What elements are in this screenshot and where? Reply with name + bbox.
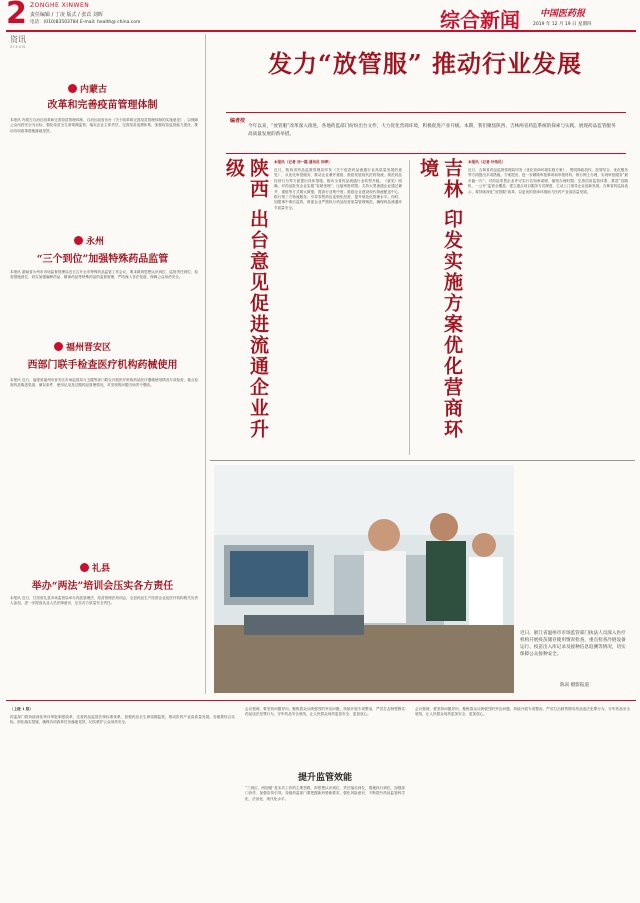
staff-line: 责任编辑 / 丁凌 版式 / 张苡 刘晖 bbox=[30, 12, 103, 18]
brief-1-place-icon bbox=[66, 82, 79, 95]
news-brief-label-text: 资讯 bbox=[10, 35, 26, 44]
article-photo-divider bbox=[210, 460, 635, 461]
brief-1-place: 内蒙古 bbox=[80, 85, 108, 95]
brief-4-headline: 举办“两法”培训会压实各方责任 bbox=[31, 581, 174, 592]
bottom-rule bbox=[6, 700, 636, 701]
brief-3-place-icon bbox=[52, 340, 65, 353]
left-column-divider bbox=[205, 34, 206, 694]
brief-3-body: 本报讯 近日，福建省福州市晋安区市场监管局与卫健等部门联合开展医疗机构药品医疗器械使用情况专项检查，重点检查药品购进渠道、储存条件、使用记录及过期药品管理情况，对发现的问题当场责令整改。 bbox=[10, 378, 198, 388]
shaanxi-byline: 本报讯（记者 刘一越 通讯员 田晔） bbox=[274, 160, 332, 164]
jilin-vertical-title: 吉林 印发实施方案优化营商环境 bbox=[417, 158, 463, 440]
brief-2-headline: “三个到位”加强特殊药品监管 bbox=[36, 254, 169, 265]
brief-3-headline: 西部门联手检查医疗机构药械使用 bbox=[27, 360, 178, 371]
news-photo bbox=[214, 465, 514, 693]
photo-illustration bbox=[214, 465, 514, 693]
section-pinyin: ZONGHE XINWEN bbox=[30, 2, 90, 9]
bottom-mid-body: “三到位、两加强”是本次工作的主要思路，即思想认识到位、责任落实到位、措施执行到位，加强部门协作、加强宣传引导。各级药监部门要把握新形势新要求，强化风险意识，不断提升药品监管科学化、法治化、现代化水平。 bbox=[245, 786, 405, 801]
shaanxi-vertical-title: 陕西 出台意见促进流通企业升级 bbox=[223, 158, 269, 440]
masthead-rule bbox=[6, 30, 636, 32]
brief-2-place: 永州 bbox=[86, 237, 105, 247]
section-title: 综合新闻 bbox=[440, 8, 520, 32]
bottom-right-body: 会议强调，要坚持问题导向，聚焦群众反映强烈的突出问题，持续开展专项整治，严厉打击制售假劣药品违法犯罪行为，守牢药品安全底线，让人民群众用药更加安全、更加放心。 bbox=[415, 707, 630, 717]
editor-note-label: 编者按 bbox=[230, 118, 246, 124]
bottom-left-body: 药监部门将持续深化审评审批制度改革，完善药品监管法规标准体系，加强药品全生命周期监管，推动医药产业高质量发展。各地要结合实际，细化落实措施，确保各项改革任务落地见效，切实维护公众用药安全。 bbox=[10, 715, 235, 725]
brief-1-body: 本报讯 内蒙古自治区改革和完善疫苗管理体制，自治区政府出台《关于改革和完善疫苗管理体制的实施意见》，以保障公众用药安全为目标，强化疫苗全生命周期监管，落实企业主体责任，完善疫苗追溯体系，加强疫苗监管能力建设，推动各项改革措施落地见效。 bbox=[10, 118, 198, 133]
brief-2-body: 本报讯 湖南省永州市市场监督管理局近日召开全市特殊药品监管工作会议，要求做到思想认识到位、监管责任到位、检查措施到位，切实加强麻醉药品、精神药品等特殊药品的监督管理，严防流入非法渠道，保障公众用药安全。 bbox=[10, 270, 198, 280]
page-number: 2 bbox=[6, 0, 27, 31]
brief-1-headline: 改革和完善疫苗管理体制 bbox=[47, 100, 158, 111]
news-brief-label bbox=[10, 34, 42, 49]
paper-name: 中国医药报 bbox=[540, 9, 586, 19]
jilin-body: 近日，吉林省药品监督管理局印发《优化营商环境实施方案》，围绕简政放权、放管结合、优化服务等方面提出多项措施。方案提出，进一步精简审批事项和申报材料，推行网上办理，实现审批服务“最多跑一次”；对药品零售企业许可实行告知承诺制，缩短办理时限；完善信用监管体系，推进“双随机、一公开”监管全覆盖；建立重点项目服务专员制度，主动上门指导企业创新发展。吉林省药监局表示，将持续深化“放管服”改革，以更优的营商环境助力医药产业高质量发展。 bbox=[468, 168, 628, 194]
brief-4-place-icon bbox=[78, 561, 91, 574]
issue-date: 2019 年 12 月 19 日 星期四 bbox=[533, 22, 592, 27]
main-headline: 发力“放管服” 推动行业发展 bbox=[268, 49, 582, 78]
photo-credit: 陈寅 摄影报道 bbox=[560, 683, 590, 688]
shaanxi-body: 近日，陕西省药品监督管理局印发《关于促进药品流通行业高质量发展的意见》，从优化审批服务、推动企业兼并重组、鼓励发展现代医药物流、规范药品经营行为等方面提出具体措施，推动全省药品流通行业转型升级。《意见》明确，对药品批发企业实施“容缺受理”，压缩审批时限；支持大型流通企业通过兼并、重组等方式做大做强，提高行业集中度；鼓励企业建设现代物流配送中心，推行第三方物流服务；引导零售药店连锁化经营，提升规范化管理水平。同时，加强事中事后监管，督促企业严格执行药品经营质量管理规范，确保药品流通环节质量安全。 bbox=[274, 168, 402, 210]
editor-note-text: 今年以来，“放管服”改革深入推进，各地药监部门纷纷出台文件，大力优化营商环境，积极促进产业升级。本期，我们聚焦陕西、吉林两省药监系统的探索与实践，展现药品监管服务高质量发展的新举措。 bbox=[248, 124, 616, 137]
news-brief-label-pinyin: ZIXUN bbox=[10, 45, 27, 49]
contact-line: 电话：(010)83503784 E-mail: health@ china.com bbox=[30, 20, 141, 25]
brief-4-body: 本报讯 近日，甘肃省礼县市场监管局举办药品管理法、疫苗管理法培训会，全县药品生产经营企业及医疗机构相关负责人参加，进一步提高从业人员法律意识，压实各方质量安全责任。 bbox=[10, 596, 198, 606]
continued-label: （上接 1 版） bbox=[10, 707, 33, 711]
bottom-mid-body-top: 会议强调，要坚持问题导向，聚焦群众反映强烈的突出问题，持续开展专项整治，严厉打击制售假劣药品违法犯罪行为，守牢药品安全底线，让人民群众用药更加安全、更加放心。 bbox=[245, 707, 405, 717]
brief-2-place-icon bbox=[72, 234, 85, 247]
bottom-subheadline: 提升监管效能 bbox=[297, 773, 352, 783]
brief-3-place: 福州晋安区 bbox=[66, 343, 112, 353]
brief-4-place: 礼县 bbox=[92, 564, 111, 574]
jilin-byline: 本报讯（记者 叶伟民） bbox=[468, 160, 506, 164]
photo-caption: 近日，浙江省温州市市场监管部门执法人员深入医疗机构开展疫苗储存使用情况检查，重点检查冷链设备运行、疫苗出入库记录及接种信息追溯等情况，切实保障公众接种安全。 bbox=[520, 631, 626, 657]
